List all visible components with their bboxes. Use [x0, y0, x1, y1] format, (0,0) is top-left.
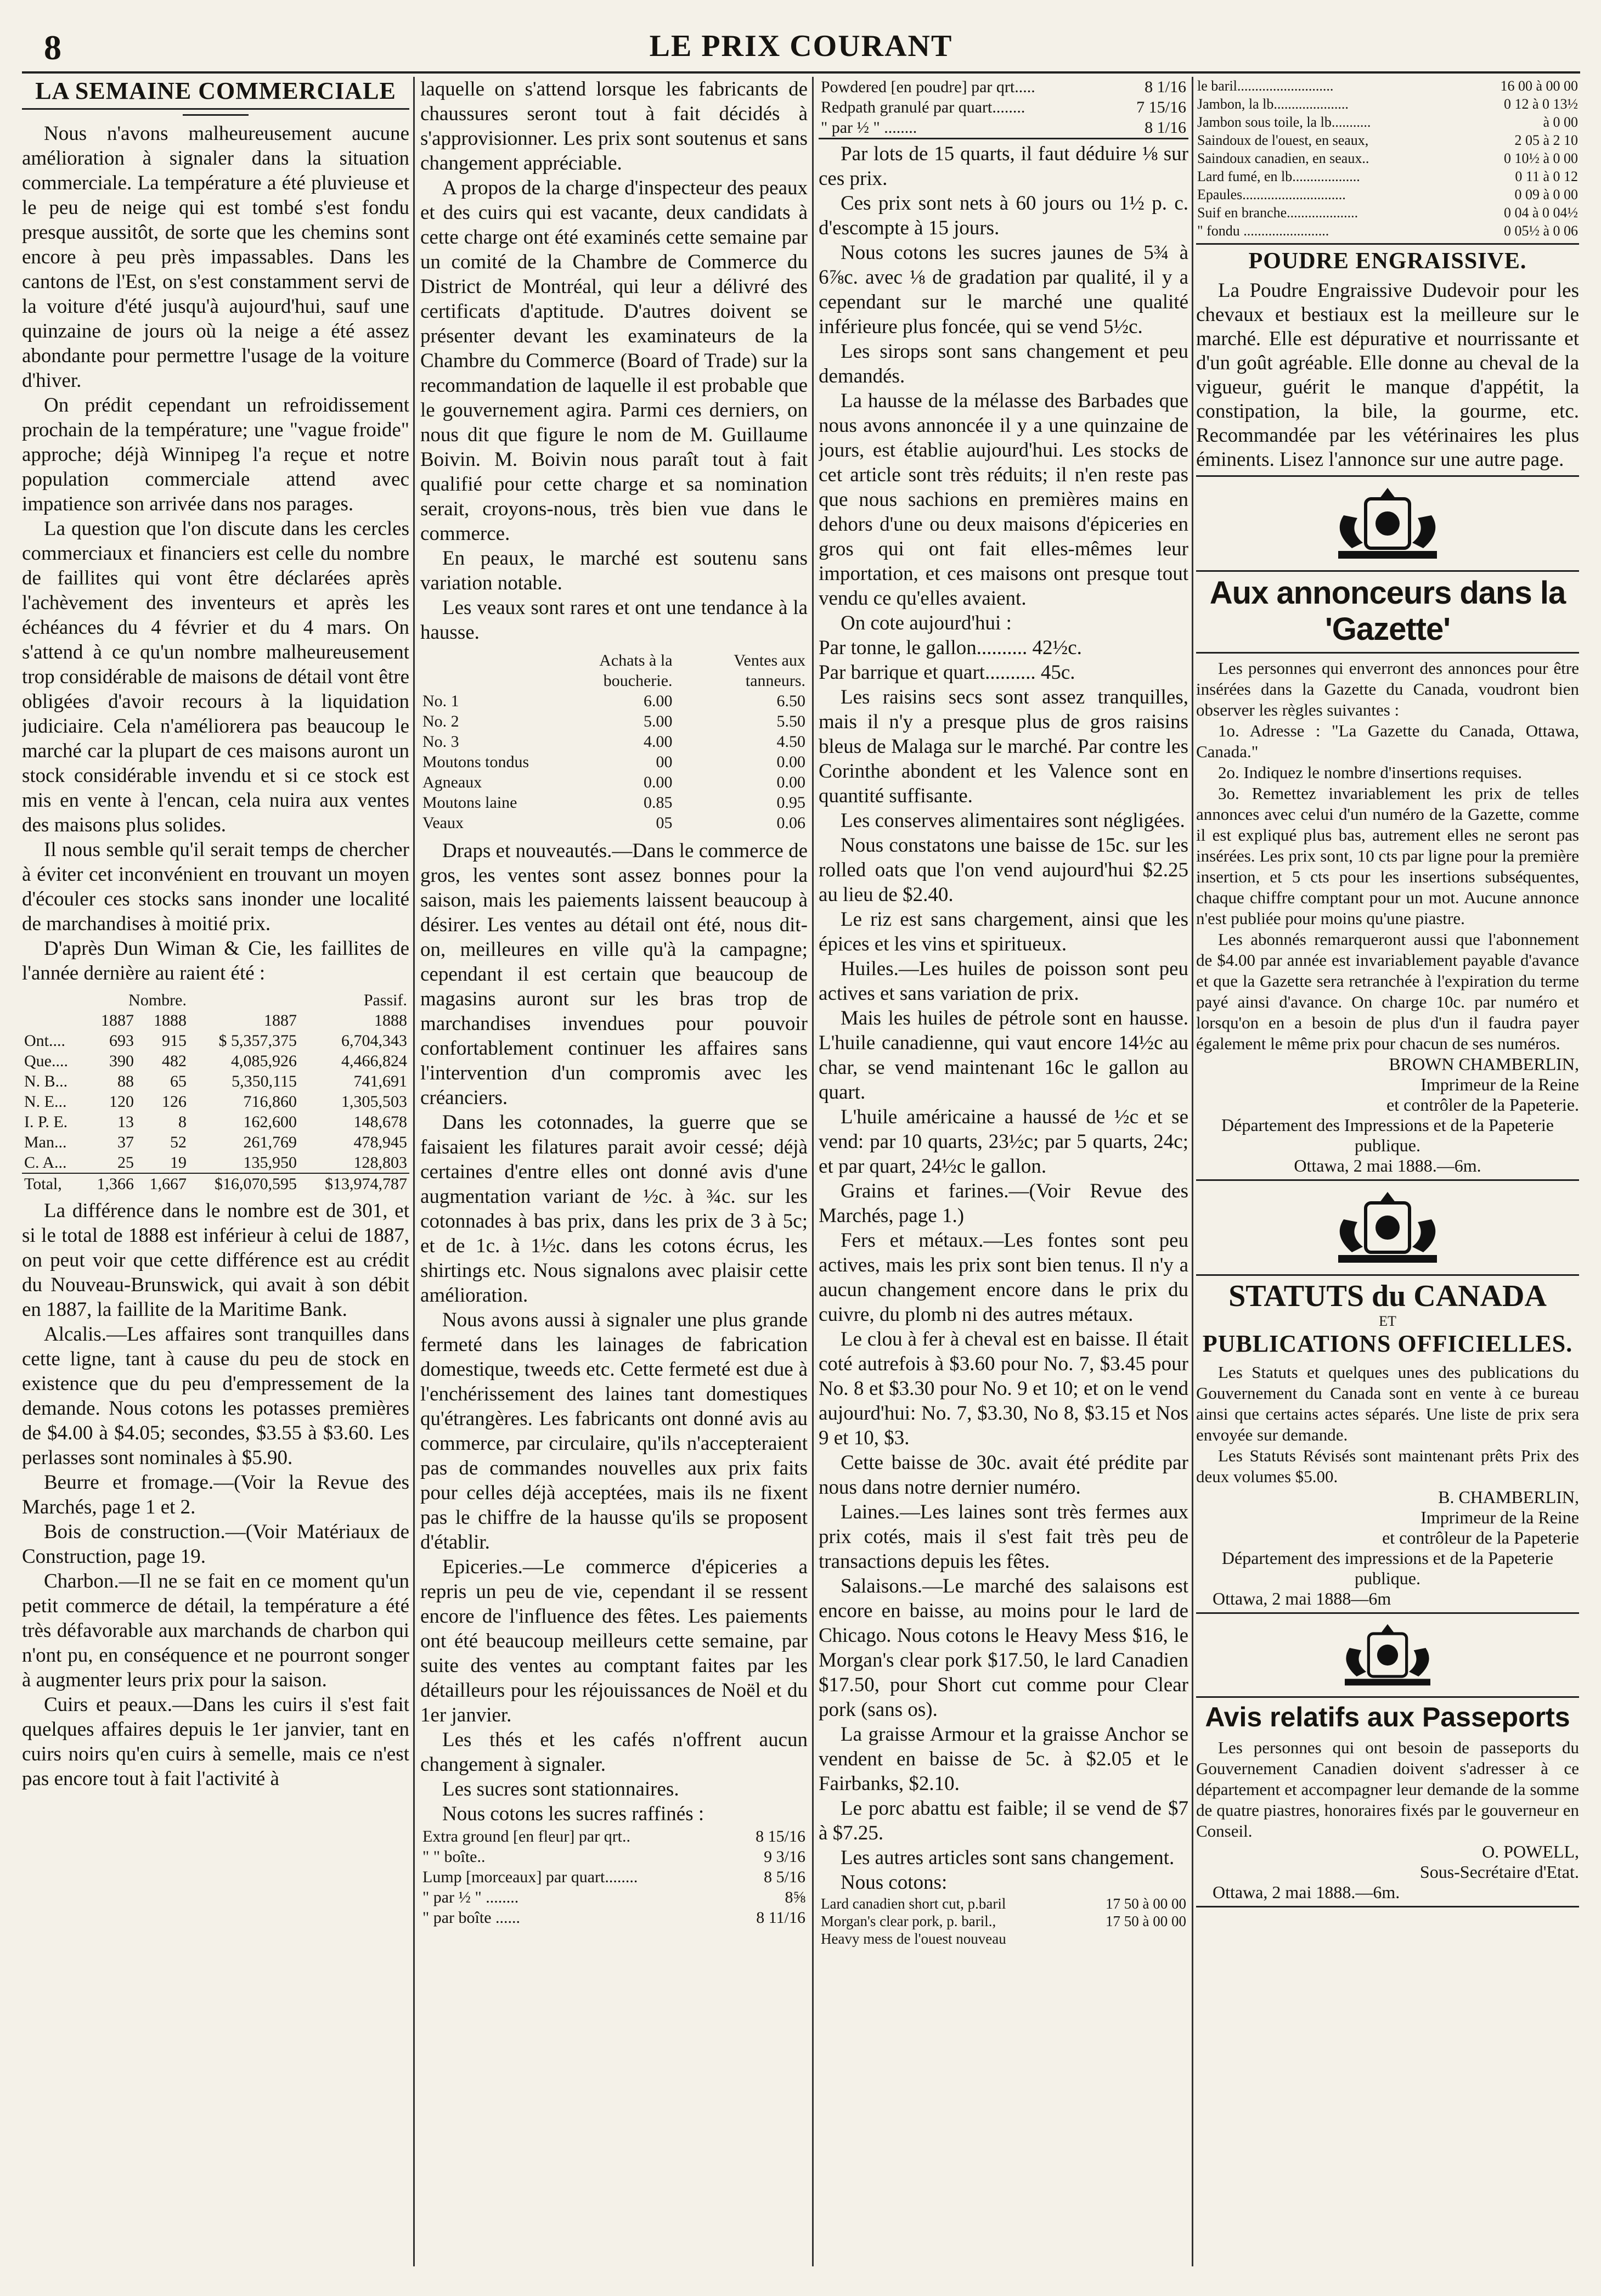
advertisement-poudre	[1196, 243, 1579, 477]
table-cell: 0 11 à 0 12	[1515, 168, 1578, 184]
table-cell: 0.00	[644, 773, 673, 791]
table-cell: $ 5,357,375	[218, 1032, 297, 1050]
table-cell: " " boîte..	[422, 1848, 486, 1866]
divider	[183, 114, 249, 116]
ad-title: STATUTS du CANADA	[1228, 1279, 1547, 1313]
signature-name: B. CHAMBERLIN,	[1438, 1487, 1579, 1507]
article-paragraph: Les veaux sont rares et ont une tendance à la hausse.	[420, 596, 808, 644]
table-row	[420, 1907, 808, 1928]
article-paragraph: Dans les cotonnades, la guerre que se faisaient les filatures parait avoir cessé; déjà certaines d'entre elles ont donné avis d'une augmentation variant de ½c. à ¾c. sur les cotonnades à bas prix, dans les prix de 3 à 5c; et de 1c. à 1½c. dans les cotons écrus, les shirtings etc. Nous signalons avec plaisir cette amélioration.	[420, 1111, 808, 1307]
table-header: 1887	[100, 1011, 134, 1029]
table-cell: 8	[178, 1113, 187, 1131]
article-paragraph: Draps et nouveautés.—Dans le commerce de gros, les ventes sont assez bonnes pour la saison, mais les paiements laissent beaucoup à désirer. Les ventes au détail ont été, nous dit-on, meilleures en ville qu'à la campagne; cependant il est certain que beaucoup de magasins auront sur les bras trop de marchandises invendues pour pouvoir confortablement continuer les affaires sans l'intervention d'un compromis avec les créanciers.	[420, 840, 808, 1109]
table-cell: 0 12 à 0 13½	[1503, 96, 1578, 112]
table-cell: 65	[170, 1072, 187, 1090]
hides-table	[420, 650, 808, 833]
table-row	[1196, 204, 1579, 222]
table-row	[819, 77, 1188, 97]
table-cell: 0.00	[776, 773, 805, 791]
ad-date: Ottawa, 2 mai 1888—6m	[1213, 1589, 1391, 1608]
signature-title: et contrôleur de la Papeterie	[1382, 1528, 1579, 1547]
article-paragraph: Nous constatons une baisse de 15c. sur les rolled oats que l'on vend aujourd'hui $2.25 au lieu de $2.40.	[819, 834, 1188, 906]
table-cell: 16 00 à 00 00	[1500, 78, 1578, 94]
masthead	[22, 22, 1580, 74]
table-cell: " par ½ " ........	[422, 1888, 519, 1906]
table-cell: Saindoux canadien, en seaux..	[1197, 150, 1369, 166]
table-cell: Total,	[24, 1175, 62, 1193]
article-paragraph: Bois de construction.—(Voir Matériaux de Construction, page 19.	[22, 1521, 409, 1568]
article-paragraph: La graisse Armour et la graisse Anchor se vendent en baisse de 5c. à $2.05 et le Fairbanks, $2.10.	[819, 1723, 1188, 1795]
table-row	[22, 1051, 409, 1071]
table-cell: 2 05 à 2 10	[1514, 132, 1578, 148]
signature-department: Département des Impressions et de la Papeterie publique.	[1221, 1115, 1554, 1155]
ad-date: Ottawa, 2 mai 1888.—6m.	[1213, 1882, 1400, 1902]
table-cell: 6.50	[776, 692, 805, 710]
table-cell: 1,366	[97, 1175, 134, 1193]
article-paragraph: Nous cotons les sucres jaunes de 5¾ à 6⅞c. avec ⅛ de gradation par qualité, il y a cependant sur le marché une qualité inférieure plus foncée, qui se vend 5½c.	[819, 241, 1188, 338]
table-cell: No. 3	[422, 733, 459, 751]
table-cell: No. 1	[422, 692, 459, 710]
column-1	[22, 77, 409, 2266]
article-paragraph: Cuirs et peaux.—Dans les cuirs il s'est fait quelques affaires depuis le 1er janvier, tant en cuirs noirs qu'en cuirs à semelle, mais ce n'est pas encore tout à fait l'activité à	[22, 1693, 409, 1790]
table-cell: 7 15/16	[1136, 98, 1186, 116]
table-cell: Veaux	[422, 814, 464, 832]
table-cell: N. E...	[24, 1093, 67, 1111]
article-paragraph: Nous avons aussi à signaler une plus grande fermeté dans les lainages de fabrication domestique, tweeds etc. Cette fermeté est due à l'enchérissement des laines tant domestiques qu'étrangères. Les fabricants ont donné avis au commerce, par circulaire, qu'ils n'accepteraient pas de commandes nouvelles aux prix faits pour celles déjà acceptées, mais ils ne fixent pas le chiffre de la hausse qu'ils se proposent d'établir.	[420, 1309, 808, 1554]
table-row	[1196, 113, 1579, 131]
table-row	[420, 813, 808, 833]
table-row	[420, 1847, 808, 1867]
ad-title: Avis relatifs aux Passeports	[1205, 1702, 1570, 1732]
table-cell: 8 5/16	[764, 1868, 805, 1886]
table-header: 1887	[263, 1011, 297, 1029]
advertisement-statuts	[1196, 1274, 1579, 1614]
page-number: 8	[44, 28, 61, 67]
table-header-row	[22, 990, 409, 1010]
table-cell: $16,070,595	[214, 1175, 297, 1193]
table-total-row	[22, 1173, 409, 1194]
table-cell: Man...	[24, 1133, 67, 1151]
article-paragraph: Les raisins secs sont assez tranquilles, mais il n'y a presque plus de gros raisins bleus de Malaga sur le marché. Par contre les Corinthe abondent et les Valence sont en quantité suffisante.	[819, 686, 1188, 807]
table-cell: 19	[170, 1153, 187, 1172]
table-years-row	[22, 1010, 409, 1031]
article-paragraph: La question que l'on discute dans les cercles commerciaux et financiers est celle du nombre de faillites qui vont être déclarées après l'achèvement des inventeurs et après les échéances du 4 février et du 4 mars. On s'attend à ce qu'un nombre malheureusement trop considérable de maisons de détail vont être obligées d'avoir recours à la liquidation judiciaire. Cela n'améliorera pas beaucoup le marché car la plupart de ces maisons auront un stock considérable invendu et si ce stock est mis en vente à l'encan, cela nuira aux ventes des maisons plus solides.	[22, 517, 409, 836]
table-row	[420, 1826, 808, 1847]
column-rule	[812, 77, 814, 2266]
table-row	[22, 1132, 409, 1152]
article-paragraph: Beurre et fromage.—(Voir la Revue des Marchés, page 1 et 2.	[22, 1471, 409, 1518]
ad-title: Aux annonceurs dans la 'Gazette'	[1209, 575, 1566, 647]
table-cell: Que....	[24, 1052, 68, 1070]
table-cell: 148,678	[353, 1113, 407, 1131]
table-cell: 8 1/16	[1145, 119, 1186, 137]
pork-prices-table	[819, 1895, 1188, 1948]
table-row	[420, 691, 808, 711]
table-row	[420, 752, 808, 772]
signature-title: Imprimeur de la Reine	[1420, 1507, 1579, 1527]
table-cell: 135,950	[243, 1153, 297, 1172]
table-row	[819, 1895, 1188, 1912]
table-row	[819, 97, 1188, 117]
provisions-prices-table	[1196, 77, 1579, 240]
article-paragraph: Nous cotons les sucres raffinés :	[442, 1803, 704, 1825]
table-cell: 0.95	[776, 794, 805, 812]
table-cell: 05	[656, 814, 673, 832]
table-cell: 0 10½ à 0 00	[1503, 150, 1578, 166]
table-header: 1888	[374, 1011, 407, 1029]
ad-body: Les Statuts et quelques unes des publications du Gouvernement du Canada sont en vente à ce bureau ainsi que certains actes séparés. Une liste de prix sera envoyée sur demande.	[1196, 1363, 1579, 1444]
article-paragraph: Nous cotons:	[841, 1871, 948, 1894]
article-paragraph: laquelle on s'attend lorsque les fabricants de chaussures seront tout à fait décidés à s'approvisionner. Les prix sont soutenus et sans changement appréciable.	[420, 78, 808, 175]
column-rule	[413, 77, 415, 2266]
ad-rule: 2o. Indiquez le nombre d'insertions requises.	[1218, 763, 1522, 782]
table-row	[1196, 131, 1579, 149]
article-paragraph: Salaisons.—Le marché des salaisons est encore en baisse, au moins pour le lard de Chicago. Nous cotons le Heavy Mess $16, le Morgan's clear pork $17.50, le lard Canadien $17.50, pour Short cut comme pour Clear pork (sans os).	[819, 1575, 1188, 1721]
signature-name: O. POWELL,	[1482, 1842, 1579, 1861]
section-heading: LA SEMAINE COMMERCIALE	[22, 77, 409, 110]
ad-title: POUDRE ENGRAISSIVE.	[1248, 249, 1527, 274]
article-paragraph: On cote aujourd'hui :	[841, 612, 1012, 634]
table-cell: 00	[656, 753, 673, 771]
article-paragraph: Le riz est sans chargement, ainsi que les épices et les vins et spiritueux.	[819, 908, 1188, 955]
signature-name: BROWN CHAMBERLIN,	[1389, 1054, 1579, 1074]
table-cell: Powdered [en poudre] par qrt.....	[821, 78, 1035, 96]
table-cell: Redpath granulé par quart........	[821, 98, 1025, 116]
column-2	[420, 77, 808, 2266]
article-paragraph: Par barrique et quart.......... 45c.	[819, 661, 1075, 684]
ad-body: Les personnes qui enverront des annonces pour être insérées dans la Gazette du Canada, voudront bien observer les règles suivantes :	[1196, 659, 1579, 719]
table-cell	[1074, 1930, 1188, 1948]
table-cell: 4,466,824	[341, 1052, 407, 1070]
table-cell: Heavy mess de l'ouest nouveau	[821, 1931, 1006, 1947]
table-cell: Ont....	[24, 1032, 65, 1050]
ad-rule: 3o. Remettez invariablement les prix de telles annonces avec celui d'un numéro de la Gazette, comme il est expliqué plus bas, autrement elles ne seront pas insérées. Les prix sont, 10 cts par ligne pour la première insertion, et 5 cts pour les insertions subséquentes, chaque chiffre comptant pour un mot. Aucune annonce n'est publiée pour moins qu'une piastre.	[1196, 784, 1579, 928]
table-cell: 261,769	[243, 1133, 297, 1151]
table-cell: 8 15/16	[756, 1827, 805, 1845]
article-paragraph: Huiles.—Les huiles de poisson sont peu actives et sans variation de prix.	[819, 958, 1188, 1005]
table-cell: I. P. E.	[24, 1113, 68, 1131]
table-row	[819, 1912, 1188, 1930]
article-paragraph: Epiceries.—Le commerce d'épiceries a repris un peu de vie, cependant il se ressent encore de l'influence des fêtes. Les paiements ont été beaucoup meilleurs cette semaine, par suite des ventes au comptant faites par les détailleurs pour les réjouissances de Noël et du 1er janvier.	[420, 1556, 808, 1726]
table-row	[420, 792, 808, 813]
table-cell: 0.85	[644, 794, 673, 812]
article-paragraph: L'huile américaine a haussé de ½c et se vend: par 10 quarts, 23½c; par 5 quarts, 24c; et par quart, 24½c le gallon.	[819, 1106, 1188, 1178]
table-header-row	[420, 650, 808, 691]
table-row	[420, 1887, 808, 1907]
table-cell: 390	[109, 1052, 134, 1070]
table-row	[1196, 167, 1579, 185]
column-rule	[1192, 77, 1193, 2266]
table-cell: 5.00	[644, 712, 673, 730]
table-header: Passif.	[363, 991, 407, 1009]
advertisement-gazette	[1196, 570, 1579, 1181]
table-row	[819, 1930, 1188, 1948]
table-cell: 1,305,503	[341, 1093, 407, 1111]
signature-title: Sous-Secrétaire d'Etat.	[1419, 1862, 1579, 1882]
table-cell: $13,974,787	[325, 1175, 407, 1193]
article-paragraph: La hausse de la mélasse des Barbades que nous avons annoncée il y a une quinzaine de jours, est établie aujourd'hui. Les stocks de cet article sont très réduits; il n'en reste pas que nous sachions en premières mains en dehors d'une ou deux maisons d'épiceries en gros qui ont fait elles-mêmes leur importation, et ces maisons ont presque tout vendu ce qu'elles avaient.	[819, 390, 1188, 610]
signature-title: et contrôler de la Papeterie.	[1386, 1095, 1579, 1115]
article-paragraph: Nous n'avons malheureusement aucune amélioration à signaler dans la situation commerciale. La température a été pluvieuse et le peu de neige qui est tombé s'est fondu presque aussitôt, de sorte que les chemins sont encore à peu près impassables. Dans les cantons de l'Est, on s'est constamment servi de la voiture d'été jusqu'à aujourd'hui, sauf une quinzaine de jours où la neige a été assez abondante pour permettre l'usage de la voiture d'hiver.	[22, 122, 409, 392]
newspaper-title: LE PRIX COURANT	[649, 29, 953, 63]
ad-title-joiner: ET	[1379, 1313, 1396, 1329]
table-header: Ventes aux tanneurs.	[734, 651, 805, 690]
table-cell: Morgan's clear pork, p. baril.,	[821, 1913, 996, 1929]
royal-crest-icon	[1305, 482, 1470, 565]
table-cell: 8 1/16	[1145, 78, 1186, 96]
table-cell: 120	[109, 1093, 134, 1111]
ad-rule: 1o. Adresse : "La Gazette du Canada, Ottawa, Canada."	[1196, 721, 1579, 761]
table-cell: 0 05½ à 0 06	[1503, 223, 1578, 239]
table-cell: C. A...	[24, 1153, 67, 1172]
table-cell: Jambon sous toile, la lb...........	[1197, 114, 1371, 130]
article-paragraph: Fers et métaux.—Les fontes sont peu actives, mais les prix sont bien tenus. Il n'y a aucun changement encore dans le prix du cuivre, du plomb ni des autres métaux.	[819, 1229, 1188, 1326]
table-row	[22, 1112, 409, 1132]
article-paragraph: Le porc abattu est faible; il se vend de $7 à $7.25.	[819, 1797, 1188, 1844]
article-paragraph: Le clou à fer à cheval est en baisse. Il était coté autrefois à $3.60 pour No. 7, $3.45 pour No. 8 et $3.30 pour No. 9 et 10; et on le vend aujourd'hui: No. 7, $3.30, No 8, $3.15 et Nos 9 et 10, $3.	[819, 1328, 1188, 1449]
table-cell: 0.06	[776, 814, 805, 832]
article-paragraph: Les conserves alimentaires sont négligées.	[841, 809, 1185, 832]
table-cell: 9 3/16	[764, 1848, 805, 1866]
signature-title: Imprimeur de la Reine	[1420, 1074, 1579, 1094]
table-cell: 0 09 à 0 00	[1514, 187, 1578, 202]
ad-body: La Poudre Engraissive Dudevoir pour les chevaux et bestiaux est la meilleure sur le marché. Elle est dépurative et nourrissante et d'un goût agréable. Elle donne au cheval de la vigueur, guérit le manque d'appétit, la constipation, la bile, la gourme, etc. Recommandée par les vétérinaires les plus éminents. Lisez l'annonce sur une autre page.	[1196, 279, 1579, 471]
table-cell: Jambon, la lb.....................	[1197, 96, 1349, 112]
table-cell: 478,945	[353, 1133, 407, 1151]
table-cell: 126	[161, 1093, 187, 1111]
table-cell: 482	[161, 1052, 187, 1070]
table-row	[22, 1071, 409, 1091]
table-cell: 8⅝	[785, 1888, 805, 1906]
table-cell: 4.00	[644, 733, 673, 751]
royal-crest-icon	[1305, 1186, 1470, 1269]
table-cell: 6.00	[644, 692, 673, 710]
sugar-prices-table	[420, 1826, 808, 1928]
article-paragraph: Grains et farines.—(Voir Revue des Marchés, page 1.)	[819, 1180, 1188, 1227]
article-paragraph: Les autres articles sont sans changement.	[841, 1847, 1175, 1869]
table-row	[22, 1152, 409, 1173]
table-cell: 52	[170, 1133, 187, 1151]
article-paragraph: Mais les huiles de pétrole sont en hausse. L'huile canadienne, qui vaut encore 14½c au char, se vend maintenant 16c le gallon au quart.	[819, 1007, 1188, 1104]
table-cell: à 0 00	[1543, 114, 1578, 130]
table-cell: " fondu ........................	[1197, 223, 1329, 239]
table-cell: 693	[109, 1032, 134, 1050]
table-cell: 4,085,926	[230, 1052, 297, 1070]
column-4	[1196, 77, 1579, 2266]
table-row	[22, 1031, 409, 1051]
table-cell: Moutons laine	[422, 794, 517, 812]
table-cell: 25	[117, 1153, 134, 1172]
article-paragraph: D'après Dun Wiman & Cie, les faillites de l'année dernière au raient été :	[22, 937, 409, 984]
table-row	[1196, 222, 1579, 240]
article-paragraph: Par lots de 15 quarts, il faut déduire ⅛ sur ces prix.	[819, 143, 1188, 190]
table-row	[1196, 185, 1579, 204]
table-cell: Saindoux de l'ouest, en seaux,	[1197, 132, 1369, 148]
table-cell: No. 2	[422, 712, 459, 730]
table-cell: 13	[117, 1113, 134, 1131]
table-cell: 8 11/16	[756, 1909, 805, 1927]
article-paragraph: En peaux, le marché est soutenu sans variation notable.	[420, 547, 808, 594]
table-cell: Extra ground [en fleur] par qrt..	[422, 1827, 631, 1845]
table-cell: " par boîte ......	[422, 1909, 521, 1927]
table-cell: 162,600	[243, 1113, 297, 1131]
ad-body: Les personnes qui ont besoin de passeports du Gouvernement Canadien doivent s'adresser à ce département et accompagner leur demande de la somme de quatre piastres, honoraires fixés par le gouverneur en Conseil.	[1196, 1738, 1579, 1841]
signature-department: Département des impressions et de la Papeterie publique.	[1221, 1548, 1554, 1588]
ad-rule: Les abonnés remarqueront aussi que l'abonnement de $4.00 par année est invariablement payable d'avance et que la Gazette sera retranchée à l'expiration du terme payé ainsi d'avance. On charge 10c. par numéro et lorsqu'on en a besoin de plus d'un il faudra payer également le même prix pour chacun de ses numéros.	[1196, 930, 1579, 1053]
table-cell: 17 50 à 00 00	[1106, 1913, 1186, 1929]
article-paragraph: Les sucres sont stationnaires.	[442, 1778, 679, 1800]
table-cell: 5,350,115	[232, 1072, 297, 1090]
article-paragraph: Les thés et les cafés n'offrent aucun changement à signaler.	[420, 1729, 808, 1776]
article-paragraph: Par tonne, le gallon.......... 42½c.	[819, 637, 1082, 659]
table-cell: 128,803	[353, 1153, 407, 1172]
ad-body: Les Statuts Révisés sont maintenant prêts Prix des deux volumes $5.00.	[1196, 1446, 1579, 1486]
table-cell: Lard canadien short cut, p.baril	[821, 1895, 1006, 1912]
ad-subtitle: PUBLICATIONS OFFICIELLES.	[1202, 1330, 1573, 1357]
table-row	[1196, 95, 1579, 113]
article-paragraph: Les sirops sont sans changement et peu demandés.	[819, 340, 1188, 387]
table-row	[1196, 77, 1579, 95]
advertisement-passeports	[1196, 1696, 1579, 1907]
table-cell: " par ½ " ........	[821, 119, 917, 137]
table-row	[420, 711, 808, 731]
table-header: Nombre.	[128, 991, 187, 1009]
table-cell: 6,704,343	[341, 1032, 407, 1050]
ad-date: Ottawa, 2 mai 1888.—6m.	[1294, 1156, 1481, 1175]
column-3	[819, 77, 1188, 2266]
table-cell: 37	[117, 1133, 134, 1151]
table-cell: le baril...........................	[1197, 78, 1334, 94]
table-row	[420, 731, 808, 752]
article-paragraph: La différence dans le nombre est de 301, et si le total de 1888 est inférieur à celui de 1887, on peut voir que cette différence est au crédit du Nouveau-Brunswick, qui avait à son débit en 1887, la faillite de la Maritime Bank.	[22, 1200, 409, 1321]
article-paragraph: On prédit cependant un refroidissement prochain de la température; une "vague froide" approche; déjà Winnipeg l'a reçue et notre population commerciale attend avec impatience son arrivée dans nos parages.	[22, 394, 409, 515]
table-cell: 0.00	[776, 753, 805, 771]
table-cell: 716,860	[243, 1093, 297, 1111]
table-cell: Epaules.............................	[1197, 187, 1346, 202]
table-cell: Suif en branche....................	[1197, 205, 1358, 221]
table-cell: Lump [morceaux] par quart........	[422, 1868, 638, 1886]
article-paragraph: Charbon.—Il ne se fait en ce moment qu'un petit commerce de détail, la température a été très défavorable aux marchands de charbon qui n'ont pu, en conséquence et ne pourront songer à augmenter leurs prix pour la saison.	[22, 1570, 409, 1691]
table-header: Achats à la boucherie.	[599, 651, 673, 690]
article-paragraph: Alcalis.—Les affaires sont tranquilles dans cette ligne, tant à cause du peu de stock en existence que du peu d'empressement de la demande. Nous cotons les potasses premières de $4.00 à $4.05; secondes, $3.55 à $3.60. Les perlasses sont nominales à $5.90.	[22, 1323, 409, 1469]
table-row	[420, 772, 808, 792]
table-cell: 741,691	[353, 1072, 407, 1090]
table-row	[420, 1867, 808, 1887]
table-cell: Lard fumé, en lb...................	[1197, 168, 1360, 184]
article-paragraph: A propos de la charge d'inspecteur des peaux et des cuirs qui est vacante, deux candidats à cette charge ont été examinés cette semaine par un comité de la Chambre de Commerce du District de Montréal, qui leur a délivré des certificats d'aptitude. D'autres doivent se présenter devant les examinateurs de la Chambre du Commerce (Board of Trade) sur la recommandation de laquelle il est probable que le gouvernement agira. Parmi ces derniers, on nous dit que figure le nom de M. Guillaume Boivin. M. Boivin nous paraît tout à fait qualifié pour cette charge et sa nomination serait, croyons-nous, très bien vue dans le commerce.	[420, 177, 808, 545]
table-cell: 1,667	[149, 1175, 187, 1193]
table-row	[1196, 149, 1579, 167]
table-cell: 17 50 à 00 00	[1106, 1895, 1186, 1912]
failures-table	[22, 990, 409, 1194]
table-header: 1888	[153, 1011, 187, 1029]
table-cell: 88	[117, 1072, 134, 1090]
table-row	[22, 1091, 409, 1112]
table-row	[819, 117, 1188, 139]
table-cell: Agneaux	[422, 773, 482, 791]
article-paragraph: Ces prix sont nets à 60 jours ou 1½ p. c. d'escompte à 15 jours.	[819, 192, 1188, 239]
table-cell: 0 04 à 0 04½	[1503, 205, 1578, 221]
table-cell: N. B...	[24, 1072, 68, 1090]
article-paragraph: Cette baisse de 30c. avait été prédite par nous dans notre dernier numéro.	[819, 1451, 1188, 1499]
table-cell: 915	[161, 1032, 187, 1050]
table-cell: 5.50	[776, 712, 805, 730]
sugar-prices-table	[819, 77, 1188, 139]
table-cell: 4.50	[776, 733, 805, 751]
table-cell: Moutons tondus	[422, 753, 529, 771]
royal-crest-icon	[1305, 1619, 1470, 1691]
article-paragraph: Il nous semble qu'il serait temps de chercher à éviter cet inconvénient en trouvant un moyen d'écouler ces stocks sans inonder une localité de marchandises à moitié prix.	[22, 839, 409, 935]
article-paragraph: Laines.—Les laines sont très fermes aux prix cotés, mais il s'est fait très peu de transactions depuis les fêtes.	[819, 1501, 1188, 1573]
